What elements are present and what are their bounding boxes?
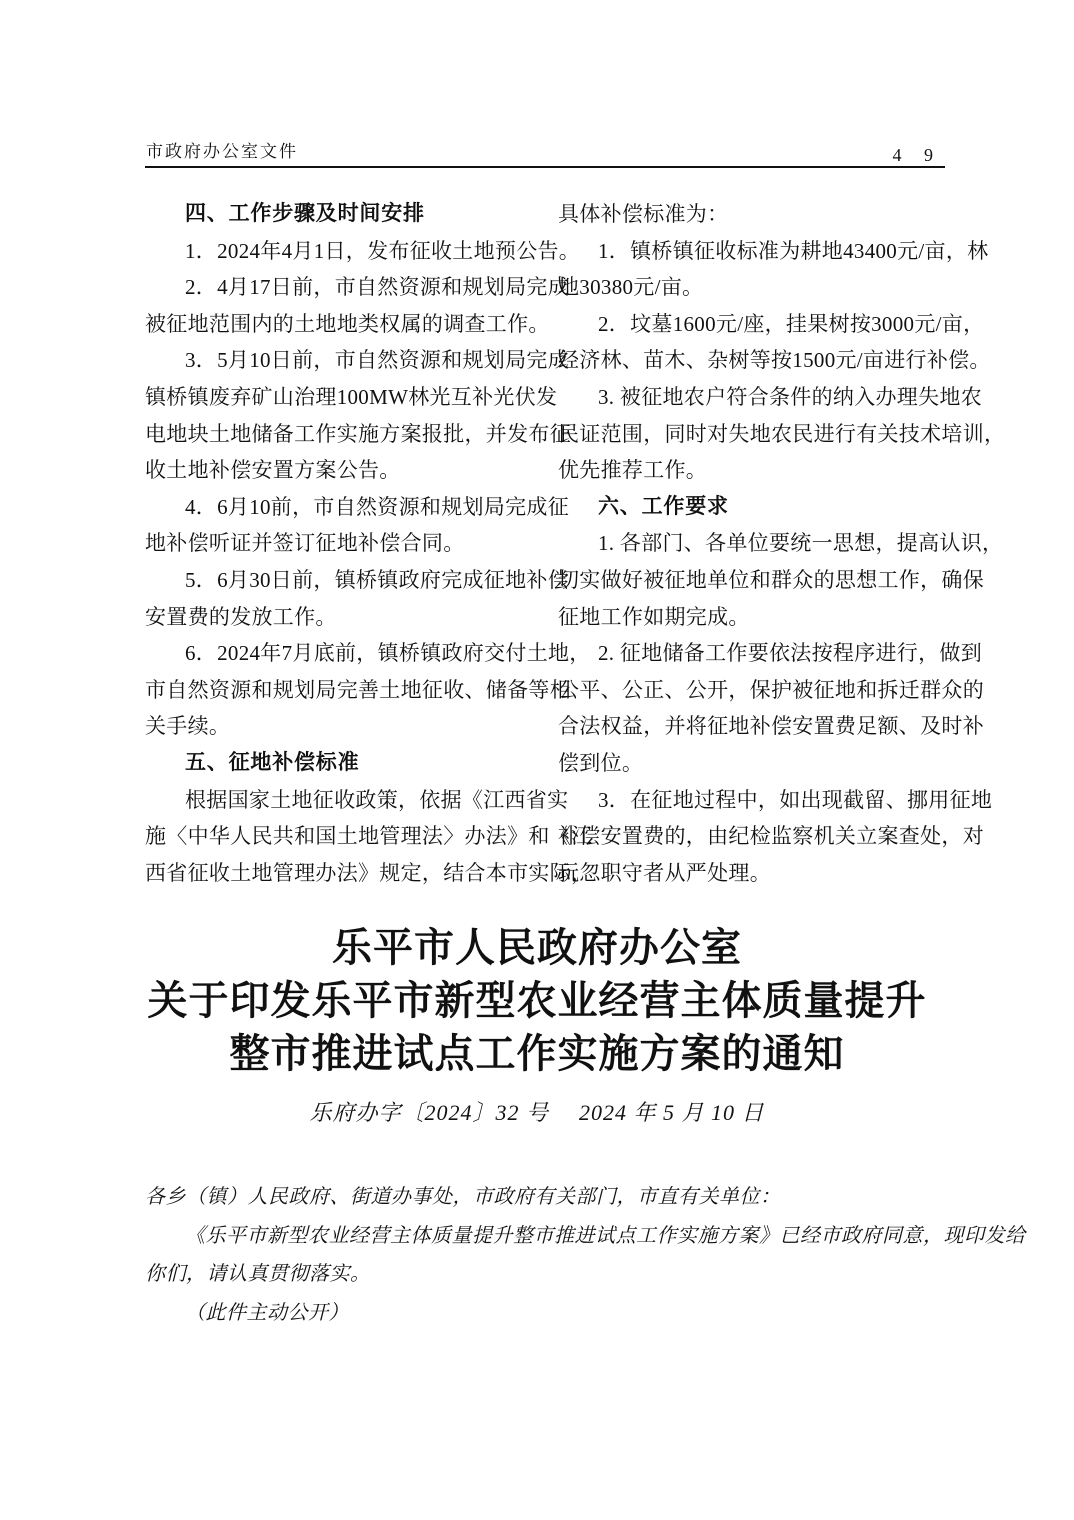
body-text-line: 2．坟墓1600元/座，挂果树按3000元/亩，	[598, 311, 985, 336]
doc-date: 2024 年 5 月 10 日	[579, 1100, 765, 1125]
body-text-line: 地补偿听证并签订征地补偿合同。	[145, 531, 465, 556]
document-title-line: 乐平市人民政府办公室	[332, 925, 742, 970]
notice-text-line: 《乐平市新型农业经营主体质量提升整市推进试点工作实施方案》已经市政府同意，现印发给	[185, 1224, 1026, 1247]
body-text-line: 民证范围，同时对失地农民进行有关技术培训，	[558, 421, 1006, 446]
document-title	[0, 921, 1074, 1080]
body-text-line: 被征地范围内的土地地类权属的调查工作。	[145, 311, 550, 336]
body-text-line: 1. 各部门、各单位要统一思想，提高认识，	[598, 531, 1004, 556]
body-text-line: 五、征地补偿标准	[185, 750, 360, 774]
body-text-line: 具体补偿标准为：	[558, 202, 729, 226]
body-text-line: 2. 征地储备工作要依法按程序进行，做到	[598, 641, 982, 666]
body-text-line: 6．2024年7月底前，镇桥镇政府交付土地，	[185, 641, 591, 666]
body-text-line: 2．4月17日前，市自然资源和规划局完成	[185, 275, 569, 300]
body-text-line: 优先推荐工作。	[558, 458, 708, 483]
body-text-line: 合法权益，并将征地补偿安置费足额、及时补	[558, 714, 984, 739]
body-text-line: 3. 被征地农户符合条件的纳入办理失地农	[598, 384, 982, 409]
body-text-line: 1．2024年4月1日，发布征收土地预公告。	[185, 238, 581, 263]
body-text-line: 施〈中华人民共和国土地管理法〉办法》和《江	[145, 824, 593, 849]
body-text-line: 收土地补偿安置方案公告。	[145, 458, 401, 483]
body-text-line: 四、工作步骤及时间安排	[185, 202, 425, 225]
body-text-line: 西省征收土地管理办法》规定，结合本市实际，	[145, 860, 593, 885]
notice-text-line: 你们，请认真贯彻落实。	[145, 1263, 371, 1285]
doc-meta-line	[0, 1096, 1074, 1127]
body-text-line: 切实做好被征地单位和群众的思想工作，确保	[558, 567, 984, 592]
notice-text-line: 各乡（镇）人民政府、街道办事处，市政府有关部门，市直有关单位：	[145, 1186, 781, 1208]
body-text-line: 玩忽职守者从严处理。	[558, 860, 771, 885]
header-rule	[145, 166, 945, 168]
body-text-line: 3．5月10日前，市自然资源和规划局完成	[185, 348, 569, 373]
body-text-line: 电地块土地储备工作实施方案报批，并发布征	[145, 421, 571, 446]
body-text-line: 1．镇桥镇征收标准为耕地43400元/亩，林	[598, 238, 989, 263]
document-title-line: 整市推进试点工作实施方案的通知	[229, 1031, 845, 1076]
body-text-line: 根据国家土地征收政策，依据《江西省实	[185, 787, 569, 812]
body-text-line: 经济林、苗木、杂树等按1500元/亩进行补偿。	[558, 348, 991, 373]
notice-text-line: （此件主动公开）	[185, 1301, 349, 1324]
right-column	[558, 196, 1006, 891]
page-number: 4 9	[892, 145, 942, 165]
body-text-line: 安置费的发放工作。	[145, 604, 337, 629]
body-text-line: 六、工作要求	[598, 494, 729, 518]
body-text-line: 地30380元/亩。	[558, 275, 704, 300]
notice-block	[145, 1178, 1026, 1332]
body-text-line: 市自然资源和规划局完善土地征收、储备等相	[145, 677, 571, 702]
body-text-line: 3．在征地过程中，如出现截留、挪用征地	[598, 787, 993, 812]
header-doc-type-label: 市政府办公室文件	[146, 142, 298, 161]
body-text-line: 关手续。	[145, 714, 231, 739]
doc-number: 乐府办字〔2024〕32 号	[309, 1100, 549, 1125]
body-text-line: 镇桥镇废弃矿山治理100MW林光互补光伏发	[145, 384, 558, 409]
body-columns	[145, 196, 1006, 891]
body-text-line: 偿到位。	[558, 750, 644, 775]
left-column	[145, 196, 593, 891]
body-text-line: 公平、公正、公开，保护被征地和拆迁群众的	[558, 677, 984, 702]
body-text-line: 5．6月30日前，镇桥镇政府完成征地补偿	[185, 567, 569, 592]
body-text-line: 征地工作如期完成。	[558, 604, 750, 629]
document-title-line: 关于印发乐平市新型农业经营主体质量提升	[147, 978, 927, 1023]
body-text-line: 4．6月10前，市自然资源和规划局完成征	[185, 494, 569, 519]
body-text-line: 补偿安置费的，由纪检监察机关立案查处，对	[558, 824, 984, 849]
